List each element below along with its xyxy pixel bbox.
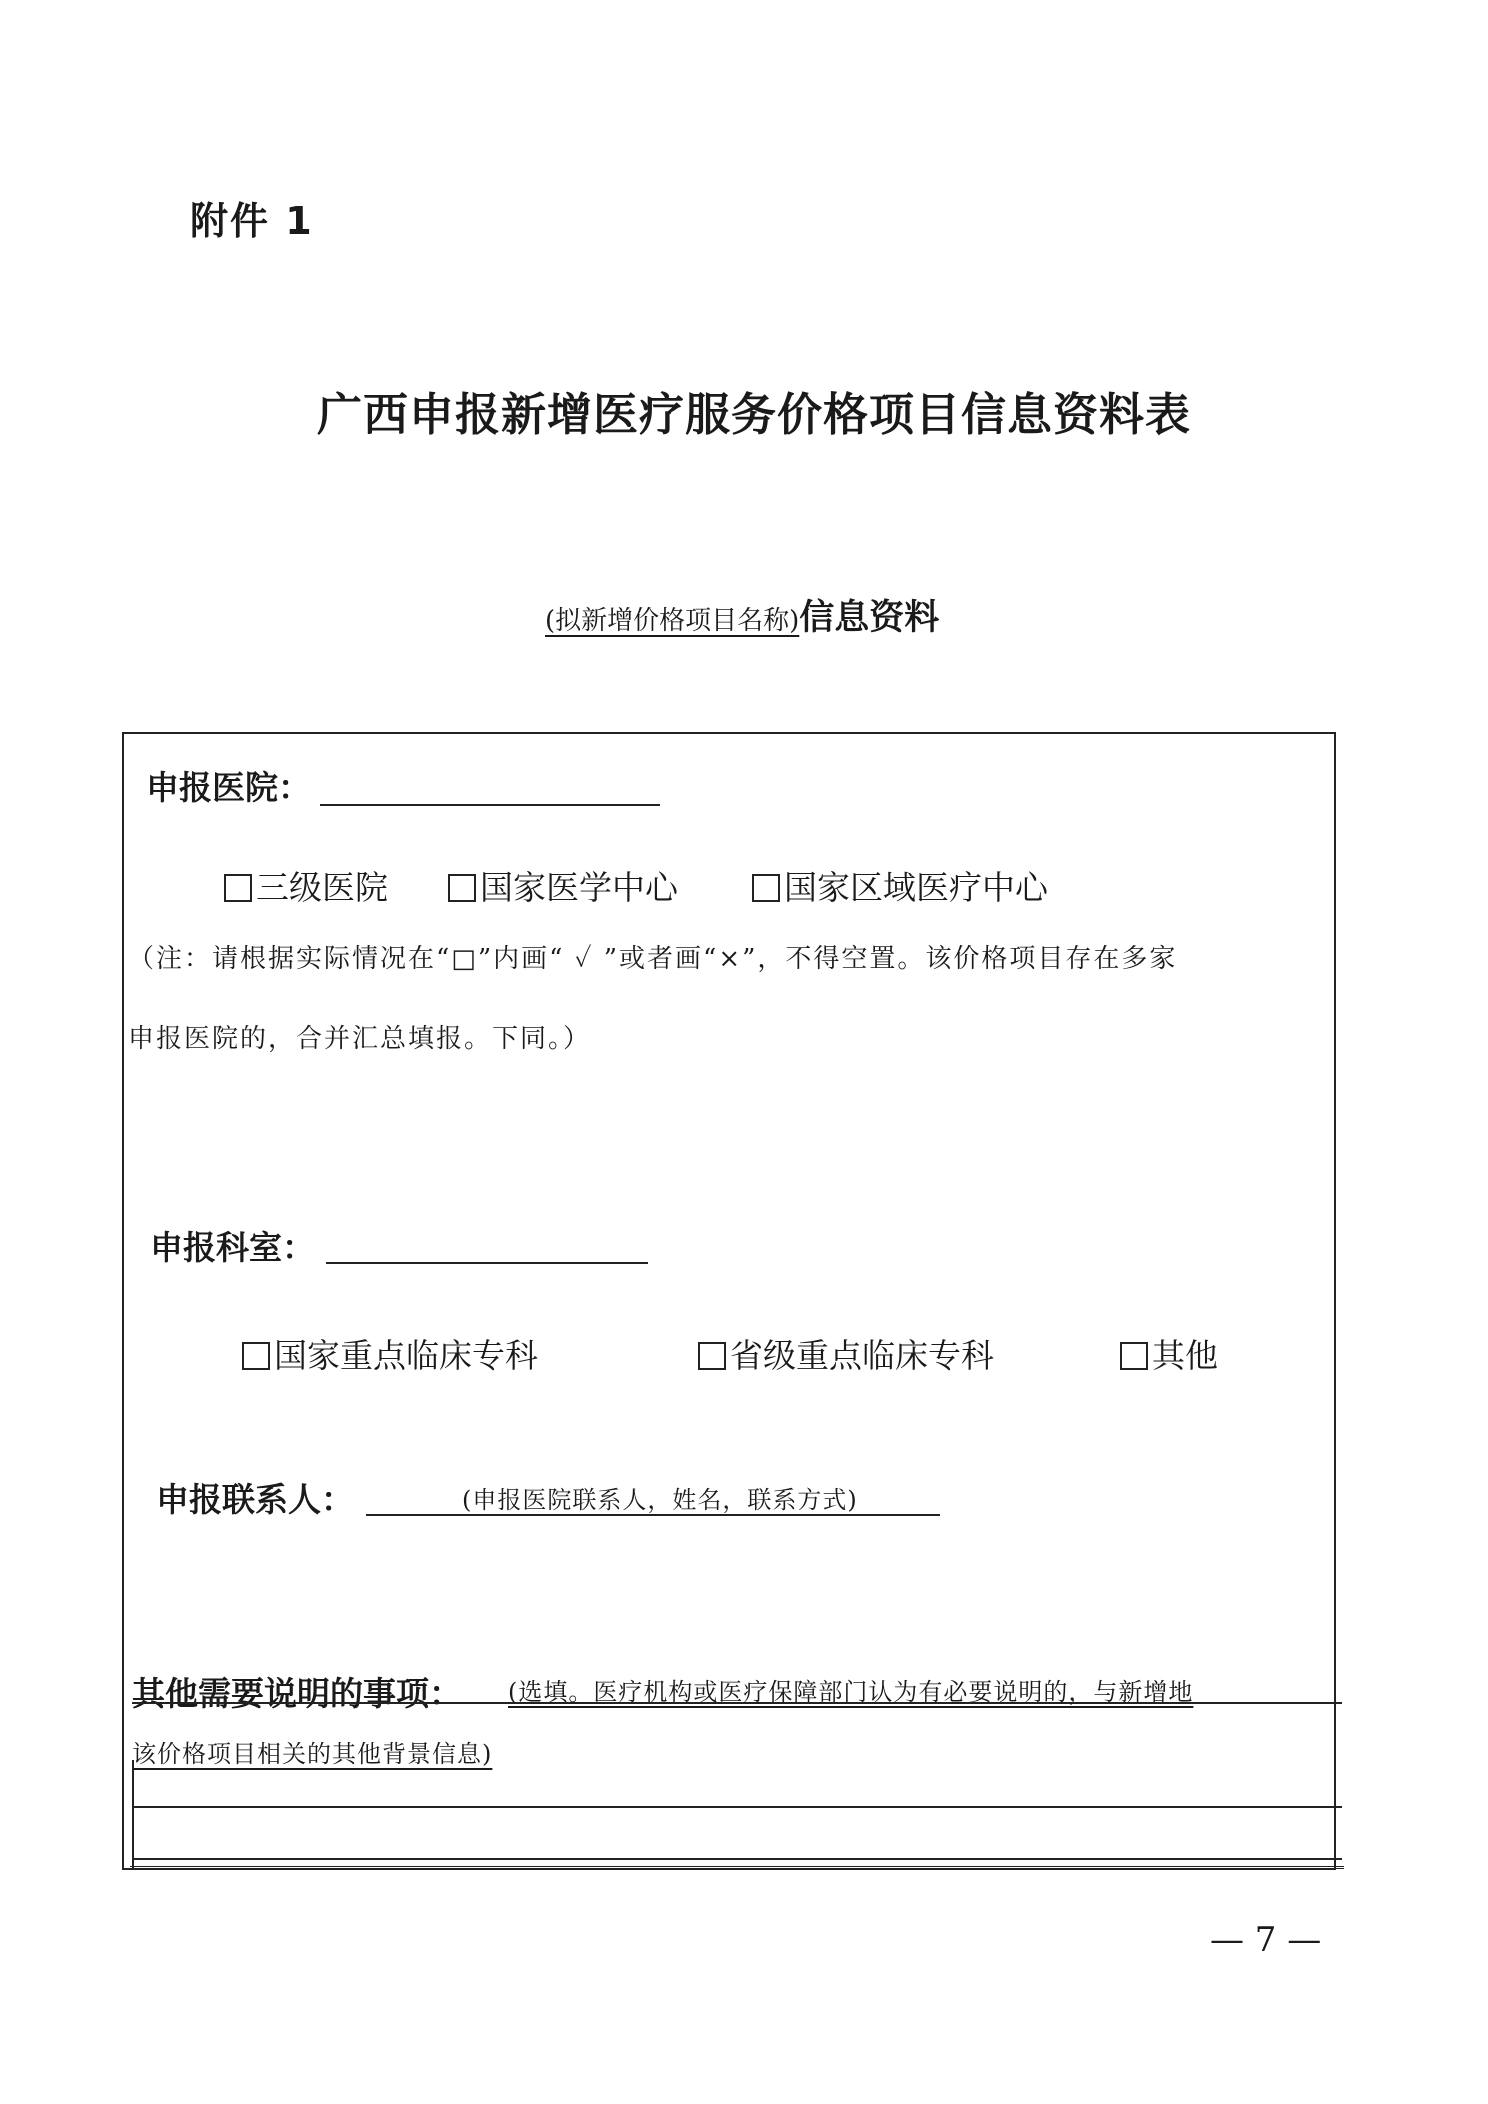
notes-left-border bbox=[132, 1760, 134, 1870]
project-name-placeholder: (拟新增价格项目名称) bbox=[545, 606, 800, 636]
option-label: 其他 bbox=[1152, 1336, 1218, 1375]
other-hint-line2: 该价格项目相关的其他背景信息) bbox=[132, 1740, 493, 1768]
notes-rule-2 bbox=[132, 1858, 1342, 1860]
option-provincial-key-specialty[interactable] bbox=[698, 1330, 994, 1377]
checkbox[interactable] bbox=[1120, 1342, 1148, 1370]
option-other[interactable] bbox=[1120, 1330, 1218, 1377]
option-label: 省级重点临床专科 bbox=[730, 1336, 994, 1375]
subtitle bbox=[545, 590, 939, 640]
option-national-key-specialty[interactable] bbox=[242, 1330, 538, 1377]
checkbox[interactable] bbox=[448, 874, 476, 902]
checkbox[interactable] bbox=[698, 1342, 726, 1370]
other-underline bbox=[132, 1702, 1342, 1704]
hospital-label: 申报医院： bbox=[146, 768, 311, 807]
department-label: 申报科室： bbox=[150, 1228, 315, 1267]
option-tertiary-hospital[interactable] bbox=[224, 862, 388, 909]
notes-rule-1 bbox=[132, 1806, 1342, 1808]
attachment-label: 附件 1 bbox=[190, 199, 314, 243]
checkbox[interactable] bbox=[752, 874, 780, 902]
option-national-regional-medical-center[interactable] bbox=[752, 862, 1048, 909]
option-label: 三级医院 bbox=[256, 868, 388, 907]
other-hint-line1: (选填。医疗机构或医疗保障部门认为有必要说明的，与新增地 bbox=[508, 1678, 1194, 1706]
option-national-medical-center[interactable] bbox=[448, 862, 678, 909]
page-title: 广西申报新增医疗服务价格项目信息资料表 bbox=[316, 388, 1191, 441]
hospital-note-line1: （注：请根据实际情况在“□”内画“ ✓ ”或者画“×”，不得空置。该价格项目存在多家 bbox=[128, 944, 1178, 974]
option-label: 国家重点临床专科 bbox=[274, 1336, 538, 1375]
option-label: 国家医学中心 bbox=[480, 868, 678, 907]
checkbox[interactable] bbox=[224, 874, 252, 902]
form-frame-bottom bbox=[130, 1866, 1344, 1869]
option-label: 国家区域医疗中心 bbox=[784, 868, 1048, 907]
other-label: 其他需要说明的事项： bbox=[132, 1674, 462, 1713]
subtitle-suffix: 信息资料 bbox=[799, 598, 940, 638]
department-field[interactable] bbox=[326, 1228, 648, 1264]
page-number: — 7 — bbox=[1210, 1920, 1322, 1960]
hospital-note-line2: 申报医院的，合并汇总填报。下同。） bbox=[128, 1024, 592, 1054]
hospital-field[interactable] bbox=[320, 770, 660, 806]
contact-hint: (申报医院联系人，姓名，联系方式) bbox=[462, 1486, 858, 1514]
checkbox[interactable] bbox=[242, 1342, 270, 1370]
contact-label: 申报联系人： bbox=[156, 1480, 354, 1519]
